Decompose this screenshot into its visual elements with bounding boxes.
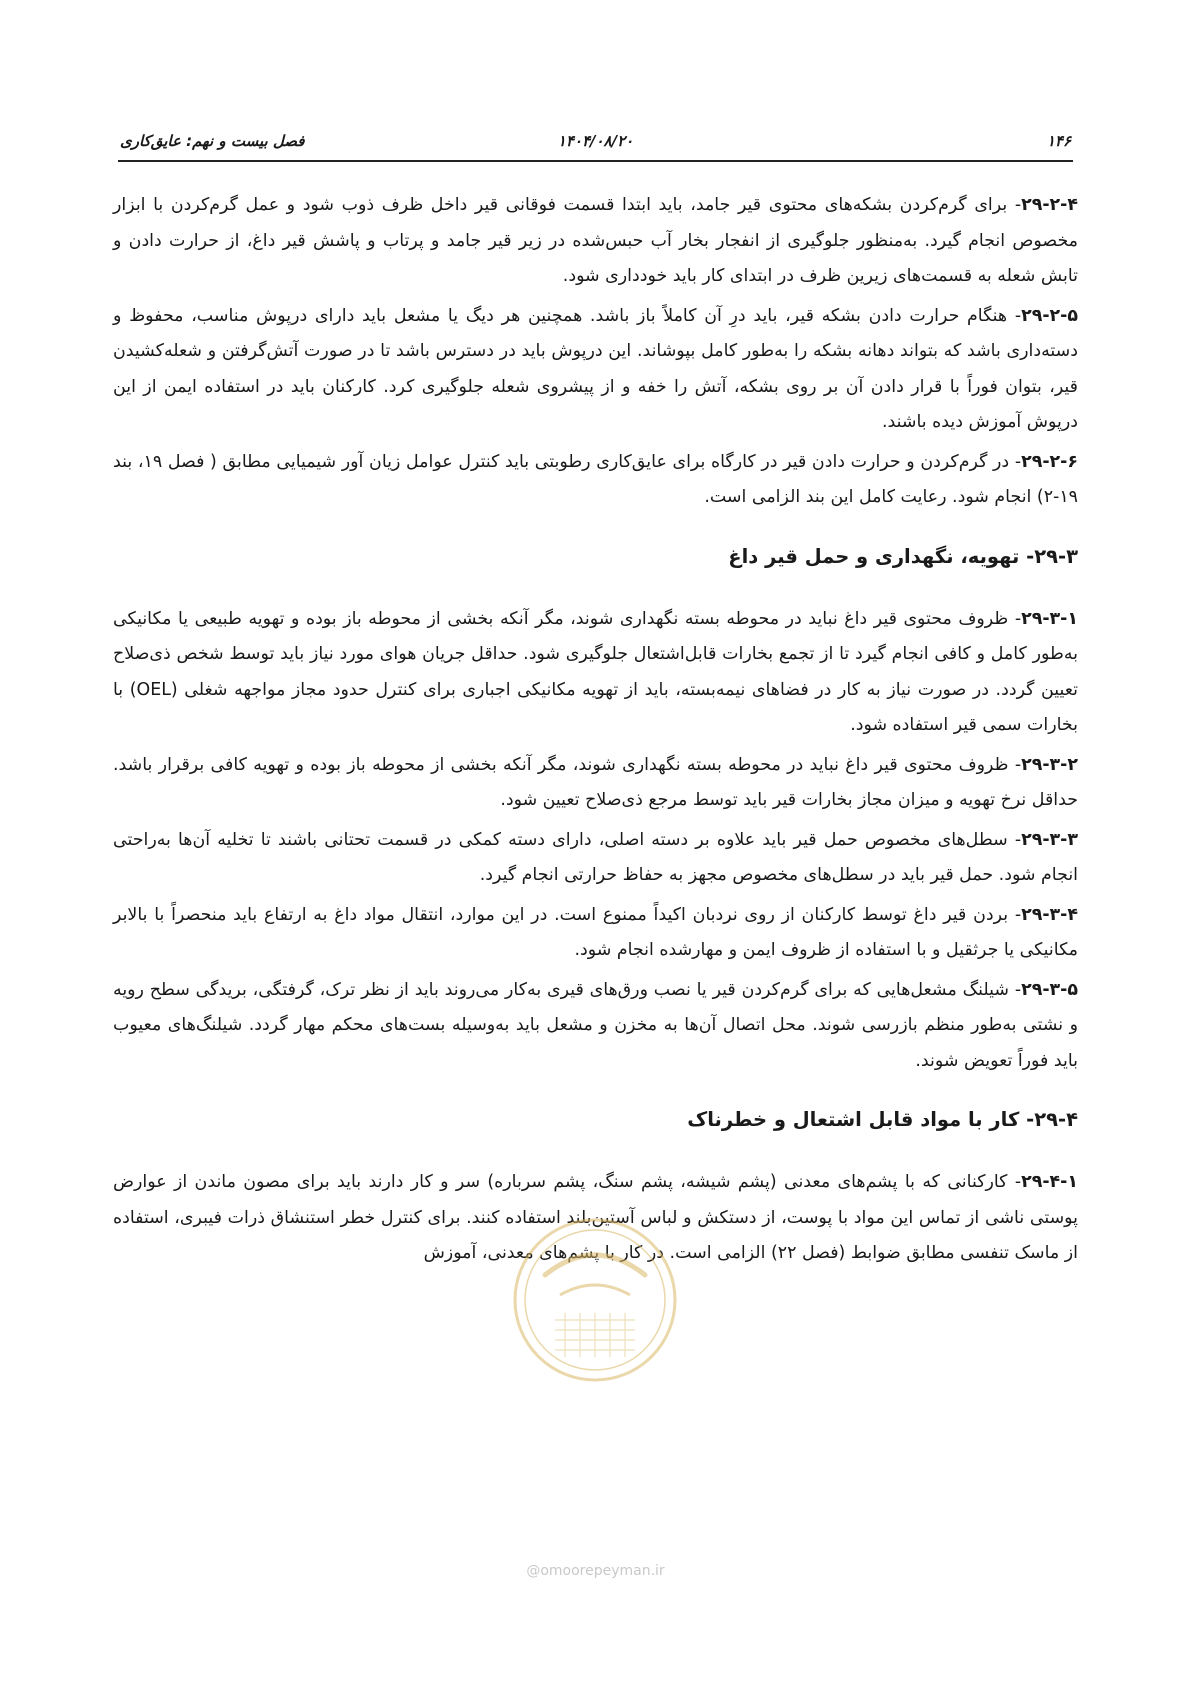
clause-number: ۲۹-۳-۱ xyxy=(1021,608,1078,629)
paragraph: ۲۹-۳-۱- ظروف محتوی قیر داغ نباید در محوطه بسته نگهداری شوند، مگر آنکه بخشی از محوطه باز بوده و تهویه طبیعی یا مکانیکی به‌طور کامل و کافی انجام گیرد تا از تجمع بخارات قابل‌اشتعال جلوگیری شود. حداقل جریان هوای مورد نیاز باید توسط شخص ذی‌صلاح تعیین گردد. در صورت نیاز به کار در فضاهای نیمه‌بسته، باید از تهویه مکانیکی اجباری برای کنترل حدود مجاز مواجهه شغلی (OEL) با بخارات سمی قیر استفاده شود. xyxy=(113,608,1079,735)
watermark-url: @omoorepeyman.ir xyxy=(526,1563,665,1579)
page-content xyxy=(113,188,1078,1276)
clause-text: شیلنگ مشعل‌هایی که برای گرم‌کردن قیر یا نصب ورق‌های قیری به‌کار می‌روند باید از نظر ترک، گرفتگی، بریدگی سطح رویه و نشتی به‌طور منظم بازرسی شوند. محل اتصال آن‌ها به مخزن و مشعل باید به‌وسیله بست‌های محکم مهار گردد. شیلنگ‌های معیوب باید فوراً تعویض شوند. xyxy=(113,979,1078,1071)
clause-number: ۲۹-۳-۵ xyxy=(1021,979,1078,1000)
clause-text: برای گرم‌کردن بشکه‌های محتوی قیر جامد، باید ابتدا قسمت فوقانی قیر داخل ظرف ذوب شود و عمل گرم‌کردن با ابزار مخصوص انجام گیرد. به‌منظور جلوگیری از انفجار بخار آب حبس‌شده در زیر قیر جامد و پرتاب و پاشش قیر داغ، از حرارت دادن و تابش شعله به قسمت‌های زیرین ظرف در ابتدای کار باید خودداری شود. xyxy=(113,195,1078,286)
section-heading: ۲۹-۳- تهویه، نگهداری و حمل قیر داغ xyxy=(728,544,1078,568)
clause-number: ۲۹-۳-۲ xyxy=(1021,754,1078,775)
section-heading: ۲۹-۴- کار با مواد قابل اشتعال و خطرناک xyxy=(687,1108,1078,1131)
clause-text: ظروف محتوی قیر داغ نباید در محوطه بسته نگهداری شوند، مگر آنکه بخشی از محوطه باز بوده و تهویه طبیعی یا مکانیکی به‌طور کامل و کافی انجام گیرد تا از تجمع بخارات قابل‌اشتعال جلوگیری شود. حداقل جریان هوای مورد نیاز باید توسط شخص ذی‌صلاح تعیین گردد. در صورت نیاز به کار در فضاهای نیمه‌بسته، باید از تهویه مکانیکی اجباری برای کنترل حدود مجاز مواجهه شغلی (OEL) با بخارات سمی قیر استفاده شود. xyxy=(113,608,1079,735)
clause-text: هنگام حرارت دادن بشکه قیر، باید درِ آن کاملاً باز باشد. همچنین هر دیگ یا مشعل باید دارای درپوش مناسب، محفوظ و دسته‌داری باشد که بتواند دهانه بشکه را به‌طور کامل بپوشاند. این درپوش باید در دسترس باشد تا در صورت آتش‌گرفتن و شعله‌کشیدن قیر، بتوان فوراً با قرار دادن آن بر روی بشکه، آتش را خفه و از پیشروی شعله جلوگیری کرد. کارکنان باید در استفاده ایمن از این درپوش آموزش دیده باشند. xyxy=(113,305,1078,432)
paragraph: ۲۹-۳-۲- ظروف محتوی قیر داغ نباید در محوطه بسته نگهداری شوند، مگر آنکه بخشی از محوطه باز بوده و تهویه کافی برقرار باشد. حداقل نرخ تهویه و میزان مجاز بخارات قیر باید توسط مرجع ذی‌صلاح تعیین شود. xyxy=(113,754,1078,810)
clause-number: ۲۹-۴-۱ xyxy=(1021,1172,1078,1192)
paragraph: ۲۹-۴-۱- کارکنانی که با پشم‌های معدنی (پشم شیشه، پشم سنگ، پشم سرباره) سر و کار دارند باید برای مصون ماندن از عوارض پوستی ناشی از تماس این مواد با پوست، از دستکش و لباس آستین‌بلند استفاده کنند. برای کنترل خطر استنشاق ذرات فیبری، استفاده از ماسک تنفسی مطابق ضوابط (فصل ۲۲) الزامی است. در کار با پشم‌های معدنی، آموزش xyxy=(113,1172,1078,1263)
clause-text: سطل‌های مخصوص حمل قیر باید علاوه بر دسته اصلی، دارای دسته کمکی در قسمت تحتانی باشند تا تخلیه آن‌ها به‌راحتی انجام شود. حمل قیر باید در سطل‌های مخصوص مجهز به حفاظ حرارتی انجام گیرد. xyxy=(113,829,1078,885)
paragraph: ۲۹-۳-۴- بردن قیر داغ توسط کارکنان از روی نردبان اکیداً ممنوع است. در این موارد، انتقال مواد داغ به ارتفاع باید منحصراً با بالابر مکانیکی یا جرثقیل و با استفاده از ظروف ایمن و مهارشده انجام شود. xyxy=(113,904,1078,960)
clause-number: ۲۹-۳-۳ xyxy=(1021,829,1078,850)
paragraph: ۲۹-۲-۶- در گرم‌کردن و حرارت دادن قیر در کارگاه برای عایق‌کاری رطوبتی باید کنترل عوامل زیان آور شیمیایی مطابق ( فصل ۱۹، بند ۱۹-۲) انجام شود. رعایت کامل این بند الزامی است. xyxy=(113,451,1078,507)
page-header xyxy=(118,124,1073,162)
chapter-title: فصل بیست و نهم: عایق‌کاری xyxy=(120,132,305,150)
paragraph: ۲۹-۲-۵- هنگام حرارت دادن بشکه قیر، باید درِ آن کاملاً باز باشد. همچنین هر دیگ یا مشعل باید دارای درپوش مناسب، محفوظ و دسته‌داری باشد که بتواند دهانه بشکه را به‌طور کامل بپوشاند. این درپوش باید در دسترس باشد تا در صورت آتش‌گرفتن و شعله‌کشیدن قیر، بتوان فوراً با قرار دادن آن بر روی بشکه، آتش را خفه و از پیشروی شعله جلوگیری کرد. کارکنان باید در استفاده ایمن از این درپوش آموزش دیده باشند. xyxy=(113,305,1078,432)
clause-number: ۲۹-۲-۶ xyxy=(1021,451,1078,472)
clause-text: ظروف محتوی قیر داغ نباید در محوطه بسته نگهداری شوند، مگر آنکه بخشی از محوطه باز بوده و تهویه کافی برقرار باشد. حداقل نرخ تهویه و میزان مجاز بخارات قیر باید توسط مرجع ذی‌صلاح تعیین شود. xyxy=(113,754,1078,810)
page-number: ۱۴۶ xyxy=(1046,132,1071,150)
clause-text: بردن قیر داغ توسط کارکنان از روی نردبان اکیداً ممنوع است. در این موارد، انتقال مواد داغ به ارتفاع باید منحصراً با بالابر مکانیکی یا جرثقیل و با استفاده از ظروف ایمن و مهارشده انجام شود. xyxy=(113,904,1078,960)
paragraph: ۲۹-۳-۳- سطل‌های مخصوص حمل قیر باید علاوه بر دسته اصلی، دارای دسته کمکی در قسمت تحتانی باشند تا تخلیه آن‌ها به‌راحتی انجام شود. حمل قیر باید در سطل‌های مخصوص مجهز به حفاظ حرارتی انجام گیرد. xyxy=(113,829,1078,885)
clause-text: در گرم‌کردن و حرارت دادن قیر در کارگاه برای عایق‌کاری رطوبتی باید کنترل عوامل زیان آور شیمیایی مطابق ( فصل ۱۹، بند ۱۹-۲) انجام شود. رعایت کامل این بند الزامی است. xyxy=(113,451,1078,507)
header-date: ۱۴۰۴/۰۸/۲۰ xyxy=(557,132,634,150)
clause-number: ۲۹-۳-۴ xyxy=(1021,904,1078,925)
paragraph: ۲۹-۳-۵- شیلنگ مشعل‌هایی که برای گرم‌کردن قیر یا نصب ورق‌های قیری به‌کار می‌روند باید از نظر ترک، گرفتگی، بریدگی سطح رویه و نشتی به‌طور منظم بازرسی شوند. محل اتصال آن‌ها به مخزن و مشعل باید به‌وسیله بست‌های محکم مهار گردد. شیلنگ‌های معیوب باید فوراً تعویض شوند. xyxy=(113,979,1078,1071)
clause-number: ۲۹-۲-۵ xyxy=(1021,305,1078,326)
clause-number: ۲۹-۲-۴ xyxy=(1021,195,1078,215)
clause-text: کارکنانی که با پشم‌های معدنی (پشم شیشه، پشم سنگ، پشم سرباره) سر و کار دارند باید برای مصون ماندن از عوارض پوستی ناشی از تماس این مواد با پوست، از دستکش و لباس آستین‌بلند استفاده کنند. برای کنترل خطر استنشاق ذرات فیبری، استفاده از ماسک تنفسی مطابق ضوابط (فصل ۲۲) الزامی است. در کار با پشم‌های معدنی، آموزش xyxy=(113,1172,1078,1263)
paragraph: ۲۹-۲-۴- برای گرم‌کردن بشکه‌های محتوی قیر جامد، باید ابتدا قسمت فوقانی قیر داخل ظرف ذوب شود و عمل گرم‌کردن با ابزار مخصوص انجام گیرد. به‌منظور جلوگیری از انفجار بخار آب حبس‌شده در زیر قیر جامد و پرتاب و پاشش قیر داغ، از حرارت دادن و تابش شعله به قسمت‌های زیرین ظرف در ابتدای کار باید خودداری شود. xyxy=(113,195,1078,286)
